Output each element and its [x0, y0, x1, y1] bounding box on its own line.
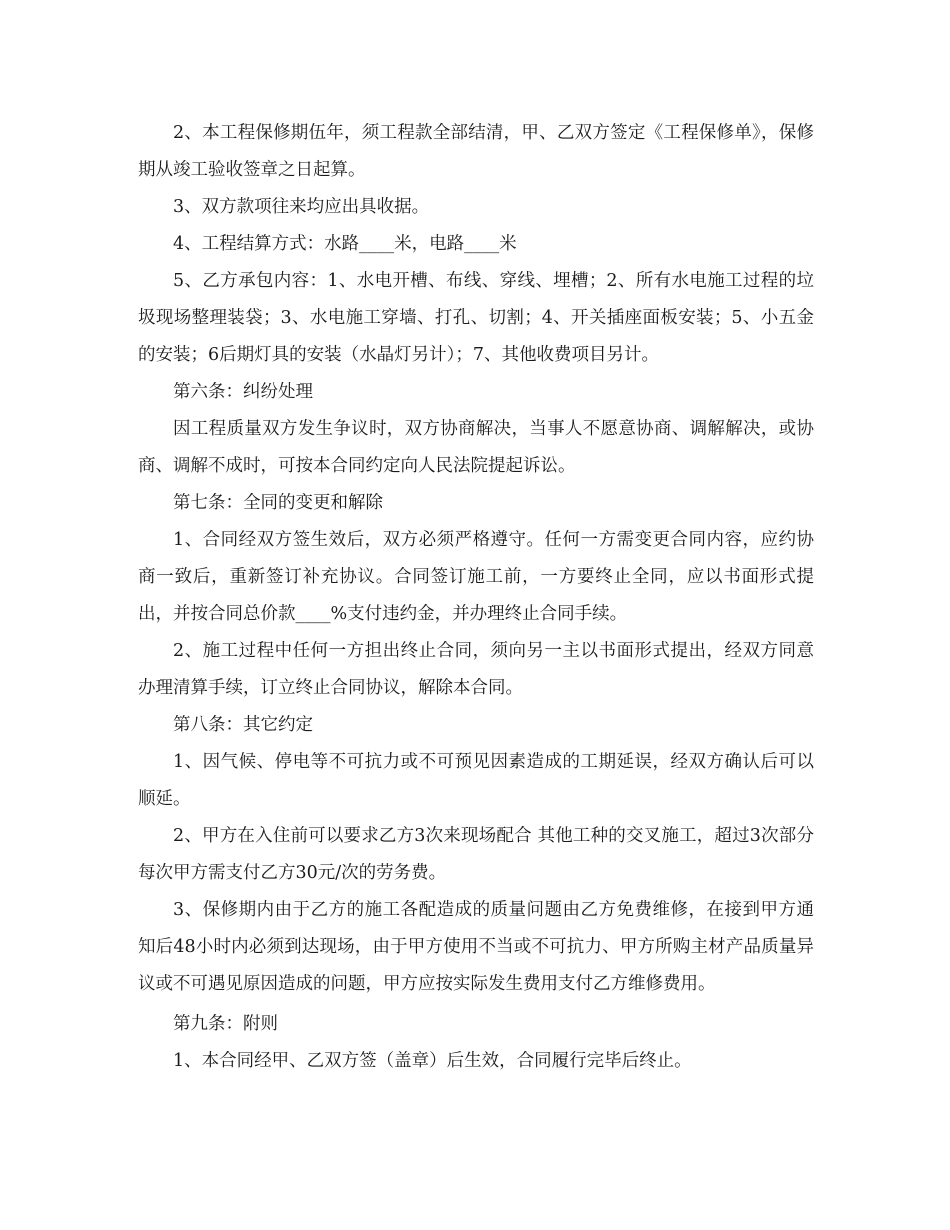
clause-effectiveness: 1、本合同经甲、乙双方签（盖章）后生效，合同履行完毕后终止。	[173, 1051, 692, 1071]
clause-receipts: 3、双方款项往来均应出具收据。	[173, 197, 430, 217]
clause-dispute-resolution: 因工程质量双方发生争议时，双方协商解决，当事人不愿意协商、调解解决，或协商、调解不成时，可按本合同约定向人民法院提起诉讼。	[138, 419, 814, 476]
article-heading-6: 第六条：纠纷处理	[173, 382, 313, 402]
clause-warranty-period: 2、本工程保修期伍年，须工程款全部结清，甲、乙双方签定《工程保修单》，保修期从竣工验收签章之日起算。	[138, 123, 814, 180]
article-heading-9: 第九条：附则	[173, 1014, 278, 1034]
article-heading-8: 第八条：其它约定	[173, 715, 313, 735]
clause-contract-change: 1、合同经双方签生效后，双方必须严格遵守。任何一方需变更合同内容，应约协商一致后，重新签订补充协议。合同签订施工前，一方要终止全同，应以书面形式提出，并按合同总价款____%支付违约金，并办理终止合同手续。	[138, 530, 814, 624]
clause-contract-termination: 2、施工过程中任何一方担出终止合同，须向另一主以书面形式提出，经双方同意办理清算手续，订立终止合同协议，解除本合同。	[138, 641, 814, 698]
document-body	[138, 115, 814, 1080]
clause-onsite-cooperation: 2、甲方在入住前可以要求乙方3次来现场配合 其他工种的交叉施工，超过3次部分每次甲方需支付乙方30元/次的劳务费。	[138, 826, 814, 883]
clause-settlement-method: 4、工程结算方式：水路____米，电路____米	[173, 234, 517, 254]
clause-force-majeure: 1、因气候、停电等不可抗力或不可预见因素造成的工期延误，经双方确认后可以顺延。	[138, 752, 814, 809]
article-heading-7: 第七条：全同的变更和解除	[173, 493, 383, 513]
clause-warranty-repair: 3、保修期内由于乙方的施工各配造成的质量问题由乙方免费维修，在接到甲方通知后48小时内必须到达现场，由于甲方使用不当或不可抗力、甲方所购主材产品质量异议或不可遇见原因造成的问题，甲方应按实际发生费用支付乙方维修费用。	[138, 900, 814, 994]
clause-contract-scope: 5、乙方承包内容：1、水电开槽、布线、穿线、埋槽；2、所有水电施工过程的垃圾现场整理装袋；3、水电施工穿墙、打孔、切割；4、开关插座面板安装；5、小五金的安装；6后期灯具的安装（水晶灯另计）；7、其他收费项目另计。	[138, 271, 814, 365]
